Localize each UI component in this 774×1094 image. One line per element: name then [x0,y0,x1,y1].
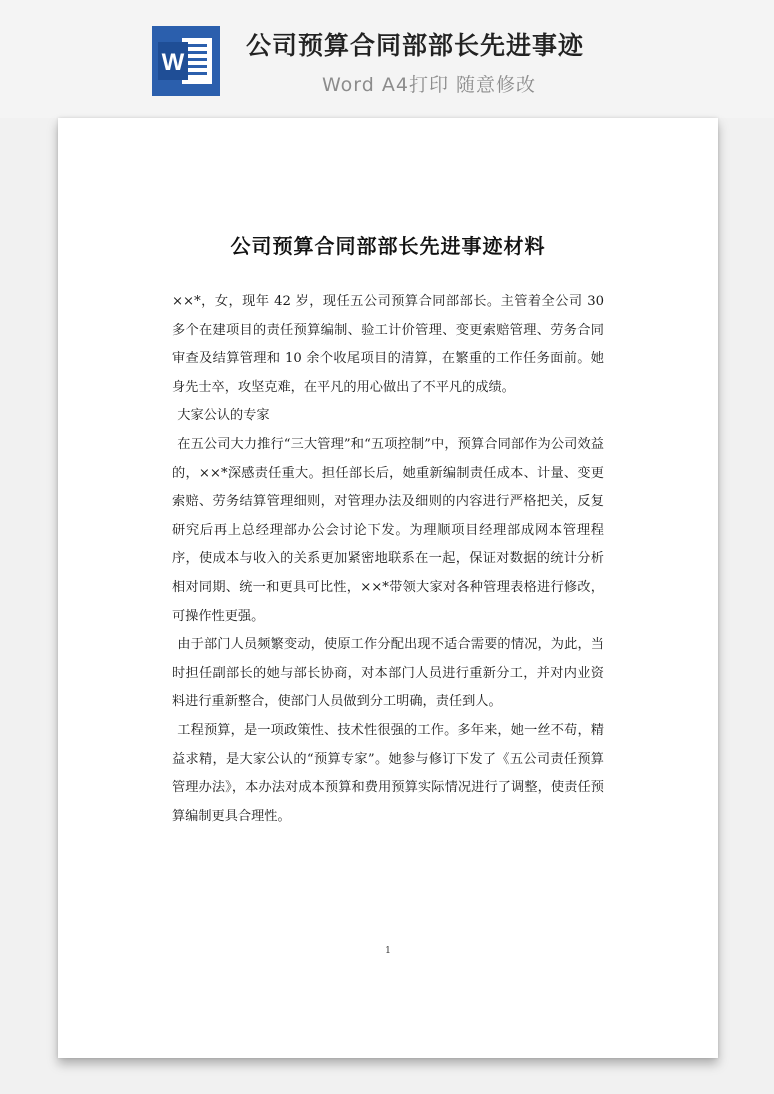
paragraph-intro: ××*，女，现年 42 岁，现任五公司预算合同部部长。主管着全公司 30 多个在建项目的责任预算编制、验工计价管理、变更索赔管理、劳务合同审查及结算管理和 10 余个收尾项目的清算，在繁重的工作任务面前。她身先士卒，攻坚克难，在平凡的用心做出了不平凡的成绩。 [172,294,604,395]
logo-letter: W [161,49,185,76]
document-title: 公司预算合同部部长先进事迹材料 [230,234,546,258]
word-document-icon [152,26,220,96]
paragraph: 工程预算，是一项政策性、技术性很强的工作。多年来，她一丝不苟，精益求精，是大家公认的“预算专家”。她参与修订下发了《五公司责任预算管理办法》，本办法对成本预算和费用预算实际情况进行了调整，使责任预算编制更具合理性。 [172,722,604,824]
banner [0,0,774,118]
paragraph: 在五公司大力推行“三大管理”和“五项控制”中，预算合同部作为公司效益的，××*深感责任重大。担任部长后，她重新编制责任成本、计量、变更索赔、劳务结算管理细则，对管理办法及细则的内容进行严格把关，反复研究后再上总经理部办公会讨论下发。为理顺项目经理部成网本管理程序，使成本与收入的关系更加紧密地联系在一起，保证对数据的统计分析相对同期、统一和更具可比性，××*带领大家对各种管理表格进行修改，可操作性更强。 [172,436,604,624]
document-page [58,118,718,1058]
section-heading: 大家公认的专家 [177,408,270,424]
banner-subtitle: Word A4打印 随意修改 [322,74,537,96]
banner-title: 公司预算合同部部长先进事迹 [246,31,585,60]
document-body [172,288,604,831]
paragraph: 由于部门人员频繁变动，使原工作分配出现不适合需要的情况，为此，当时担任副部长的她与部长协商，对本部门人员进行重新分工，并对内业资料进行重新整合，使部门人员做到分工明确，责任到人。 [172,637,604,710]
page-number: 1 [385,946,391,956]
